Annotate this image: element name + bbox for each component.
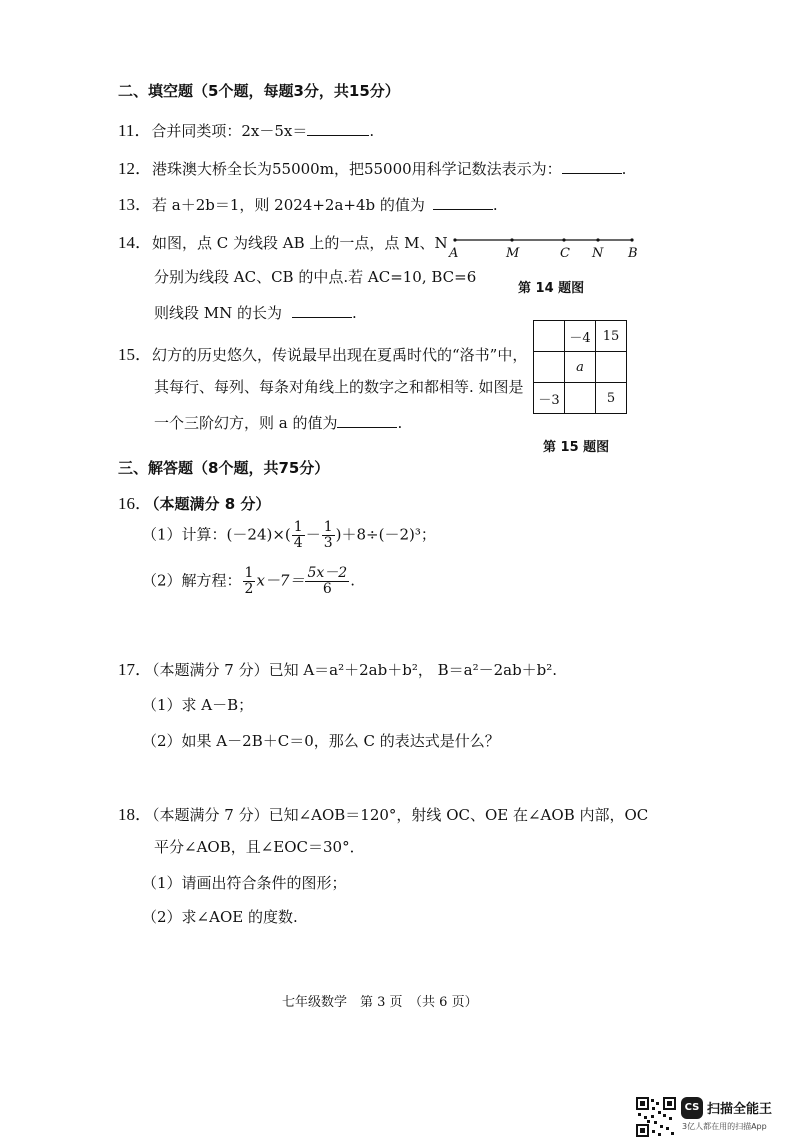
period: . — [369, 122, 375, 140]
section-3-title: 三、解答题（8个题，共75分） — [118, 459, 330, 477]
question-18-head — [118, 800, 648, 825]
question-text: （本题满分 7 分）已知∠AOB＝120°，射线 OC、OE 在∠AOB 内部，OC — [152, 806, 649, 824]
figure-14-caption: 第 14 题图 — [518, 281, 585, 296]
minus-sign: － — [305, 525, 321, 544]
question-text: 港珠澳大桥全长为55000m，把55000用科学记数法表示为： — [152, 160, 562, 178]
magic-cell — [534, 321, 565, 352]
question-number: 17． — [118, 660, 152, 679]
expr-part: (－24)×( — [226, 525, 291, 544]
denominator: 4 — [293, 535, 303, 551]
figure-15-caption: 第 15 题图 — [543, 440, 610, 455]
question-number: 16． — [118, 494, 152, 513]
question-15-line-1 — [118, 340, 527, 365]
question-text: 一个三阶幻方，则 a 的值为 — [154, 414, 338, 432]
point-label-b: B — [628, 246, 638, 261]
answer-blank — [307, 121, 369, 136]
scanner-tagline: 3亿人都在用的扫描App — [682, 1122, 767, 1131]
point-a-dot — [453, 238, 456, 241]
fraction — [292, 520, 305, 551]
question-14-line-2: 分别为线段 AC、CB 的中点.若 AC=10, BC=6 — [154, 268, 477, 286]
answer-blank — [562, 159, 622, 174]
answer-blank — [337, 413, 397, 428]
point-label-a: A — [449, 246, 459, 261]
point-label-c: C — [560, 246, 570, 261]
question-16-part-1 — [142, 520, 436, 551]
magic-cell — [565, 383, 596, 414]
fraction — [243, 566, 256, 597]
score-note: （本题满分 8 分） — [152, 495, 271, 513]
period: . — [352, 304, 357, 322]
magic-cell: －4 — [565, 321, 596, 352]
page-footer: 七年级数学 第 3 页 （共 6 页） — [282, 995, 478, 1010]
question-16-head — [118, 489, 270, 514]
magic-cell: 5 — [596, 383, 627, 414]
question-14-line-3 — [154, 302, 357, 323]
question-12 — [118, 154, 626, 179]
question-text: 则线段 MN 的长为 — [154, 304, 283, 322]
magic-cell — [534, 352, 565, 383]
point-b-dot — [630, 238, 633, 241]
numerator: 5x－2 — [307, 565, 348, 581]
question-number: 15． — [118, 345, 152, 364]
answer-blank — [292, 303, 352, 318]
period: . — [350, 571, 355, 590]
question-text: 若 a＋2b＝1，则 2024+2a+4b 的值为 — [152, 196, 425, 214]
question-number: 14． — [118, 233, 152, 252]
question-13 — [118, 190, 498, 215]
fraction — [322, 520, 335, 551]
question-number: 11． — [118, 121, 152, 140]
question-number: 13． — [118, 195, 152, 214]
denominator: 3 — [323, 535, 333, 551]
magic-square — [533, 320, 627, 414]
qr-code-icon — [636, 1097, 676, 1137]
part-label: （2）解方程： — [142, 571, 242, 590]
camscanner-logo-icon: CS — [681, 1097, 703, 1119]
period: . — [397, 414, 403, 432]
scanner-app-name: 扫描全能王 — [707, 1102, 773, 1117]
numerator: 1 — [323, 519, 333, 535]
question-18-part-2: （2）求∠AOE 的度数. — [142, 908, 298, 926]
magic-cell: －3 — [534, 383, 565, 414]
question-17-head — [118, 655, 557, 680]
period: . — [621, 160, 627, 178]
section-2-title: 二、填空题（5个题，每题3分，共15分） — [118, 82, 400, 100]
numerator: 1 — [293, 519, 303, 535]
question-number: 12． — [118, 159, 152, 178]
point-label-n: N — [592, 246, 604, 261]
question-11 — [118, 116, 374, 141]
question-17-part-2: （2）如果 A－2B＋C＝0，那么 C 的表达式是什么？ — [142, 732, 500, 750]
question-number: 18． — [118, 805, 152, 824]
question-17-part-1: （1）求 A－B； — [142, 696, 254, 714]
denominator: 6 — [322, 581, 332, 597]
expr-part: x－7＝ — [256, 571, 305, 590]
question-15-line-3 — [154, 412, 402, 433]
question-text: （本题满分 7 分）已知 A＝a²＋2ab＋b²， B＝a²－2ab＋b². — [152, 661, 558, 679]
period: . — [492, 196, 498, 214]
answer-blank — [433, 195, 493, 210]
question-text: 如图，点 C 为线段 AB 上的一点，点 M、N — [152, 234, 448, 252]
part-label: （1）计算： — [142, 525, 227, 544]
point-c-dot — [562, 238, 565, 241]
denominator: 2 — [244, 581, 254, 597]
magic-cell: a — [565, 352, 596, 383]
question-18-line-2: 平分∠AOB，且∠EOC＝30°． — [154, 838, 365, 856]
magic-cell: 15 — [596, 321, 627, 352]
question-14-line-1 — [118, 228, 448, 253]
numerator: 1 — [244, 565, 254, 581]
point-label-m: M — [506, 246, 520, 261]
point-n-dot — [596, 238, 599, 241]
expr-part: )＋8÷(－2)³； — [335, 525, 436, 544]
fraction — [305, 566, 349, 597]
segment-figure — [450, 232, 640, 246]
question-18-part-1: （1）请画出符合条件的图形； — [142, 874, 347, 892]
question-16-part-2 — [142, 566, 355, 597]
magic-cell — [596, 352, 627, 383]
question-15-line-2: 其每行、每列、每条对角线上的数字之和都相等. 如图是 — [154, 378, 524, 396]
question-text: 合并同类项：2x－5x＝ — [151, 122, 308, 140]
point-m-dot — [510, 238, 513, 241]
question-text: 幻方的历史悠久，传说最早出现在夏禹时代的“洛书”中， — [152, 346, 528, 364]
